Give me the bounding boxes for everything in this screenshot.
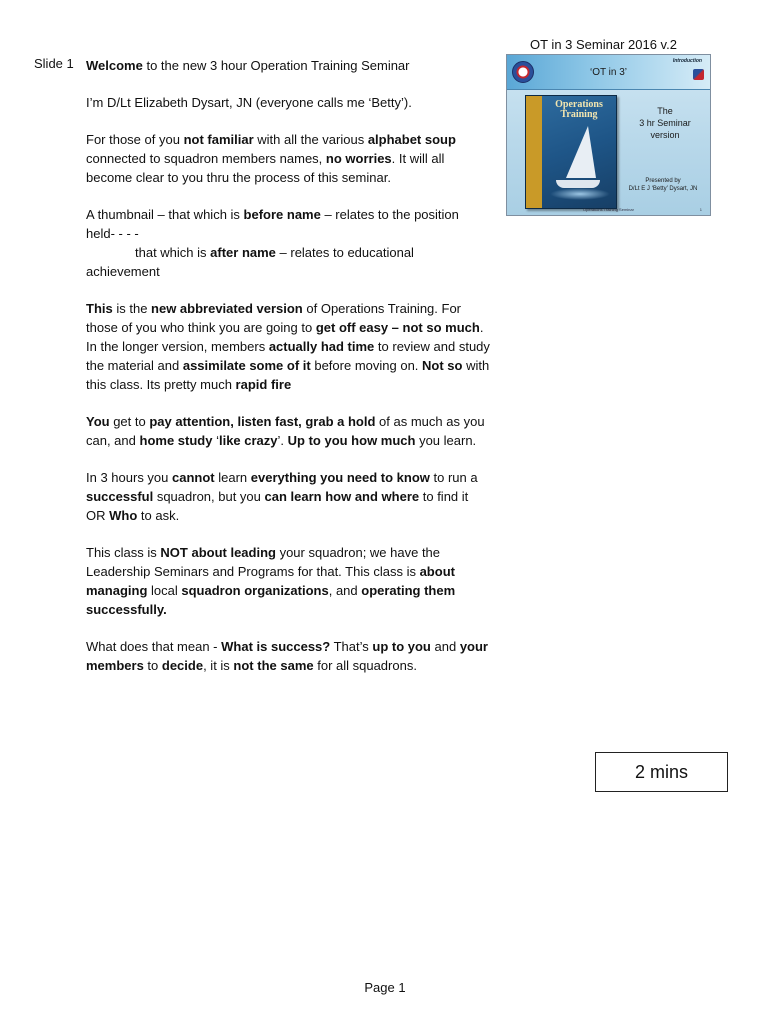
- notes-text: can learn how and where: [264, 489, 420, 504]
- notes-text: Up to you how much: [287, 433, 416, 448]
- notes-text: and: [430, 639, 460, 654]
- slide-footer: Operations Training Seminar: [583, 207, 634, 212]
- notes-text: This class is: [86, 545, 161, 560]
- slide-version-text: The 3 hr Seminar version: [639, 106, 691, 140]
- notes-text: Who: [109, 508, 138, 523]
- notes-text: about managing: [86, 564, 455, 598]
- slide-section-label: Introduction: [672, 58, 702, 64]
- timing-box: 2 mins: [595, 752, 728, 792]
- notes-text: rapid fire: [235, 377, 292, 392]
- notes-text: , it is: [203, 658, 234, 673]
- notes-paragraph-attention: [86, 412, 491, 450]
- notes-text: you learn.: [415, 433, 477, 448]
- notes-text: your squadron; we have the Leadership Seminars and Programs for that. This class is: [86, 545, 441, 579]
- notes-text: to: [143, 658, 162, 673]
- notes-text: alphabet soup: [367, 132, 456, 147]
- notes-text: is the: [112, 301, 152, 316]
- notes-paragraph-abbreviated: [86, 299, 491, 394]
- notes-text: get off easy – not so much: [315, 320, 480, 335]
- notes-text: . It will all become clear to you thru the process of this seminar.: [86, 151, 445, 185]
- notes-text: of as much as you can, and: [86, 414, 485, 448]
- notes-text: ‘: [212, 433, 219, 448]
- notes-text: no worries: [325, 151, 392, 166]
- notes-text: cannot: [172, 470, 215, 485]
- notes-text: Not so: [422, 358, 463, 373]
- notes-text: your members: [86, 639, 488, 673]
- page-number: Page 1: [364, 980, 406, 995]
- notes-text: with this class. Its pretty much: [86, 358, 490, 392]
- notes-text: up to you: [372, 639, 431, 654]
- notes-text: A thumbnail – that which is: [86, 207, 244, 222]
- book-spine-strip: [526, 96, 542, 208]
- sailboat-hull: [556, 180, 600, 188]
- notes-text: before name: [243, 207, 321, 222]
- notes-paragraph-intro: [86, 93, 491, 112]
- notes-text: to run a: [429, 470, 478, 485]
- notes-text: not the same: [233, 658, 314, 673]
- notes-text: , and: [328, 583, 362, 598]
- water-splash: [550, 188, 610, 200]
- notes-text: What does that mean -: [86, 639, 222, 654]
- notes-text: I’m D/Lt Elizabeth Dysart, JN (everyone calls me ‘Betty’).: [86, 95, 412, 110]
- notes-text: with all the various: [253, 132, 368, 147]
- document-header-title: OT in 3 Seminar 2016 v.2: [530, 37, 677, 52]
- notes-paragraph-welcome: [86, 56, 491, 75]
- notes-paragraph-success: [86, 637, 491, 675]
- notes-text: pay attention, listen fast, grab a hold: [149, 414, 376, 429]
- notes-text: You: [86, 414, 110, 429]
- notes-text: before moving on.: [310, 358, 423, 373]
- notes-text: learn: [214, 470, 251, 485]
- notes-paragraph-three-hours: [86, 468, 491, 525]
- notes-text: connected to squadron members names,: [86, 151, 326, 166]
- notes-text: to review and study the material and: [86, 339, 490, 373]
- notes-text: assimilate some of it: [182, 358, 311, 373]
- notes-text: local: [147, 583, 182, 598]
- notes-text: ’.: [277, 433, 288, 448]
- notes-paragraph-thumbnail: [86, 205, 491, 281]
- slide-presenter: Presented by D/Lt E J ‘Betty’ Dysart, JN: [628, 178, 698, 192]
- notes-text: that which is: [135, 245, 211, 260]
- notes-paragraph-leading: [86, 543, 491, 619]
- slide-thumbnail: [506, 54, 711, 216]
- notes-text: This: [86, 301, 113, 316]
- notes-text: get to: [109, 414, 150, 429]
- notes-text: everything you need to know: [250, 470, 430, 485]
- notes-text: new abbreviated version: [151, 301, 303, 316]
- notes-paragraph-alphabet: [86, 130, 491, 187]
- notes-text: home study: [139, 433, 213, 448]
- notes-text: That’s: [330, 639, 373, 654]
- notes-text: for all squadrons.: [313, 658, 417, 673]
- notes-text: of Operations Training. For those of you who think you are going to: [86, 301, 462, 335]
- slide-title: ‘OT in 3’: [589, 67, 628, 78]
- sailboat-sail: [566, 126, 596, 178]
- notes-indent: [86, 243, 276, 262]
- notes-text: For those of you: [86, 132, 184, 147]
- notes-text: squadron, but you: [153, 489, 265, 504]
- slide-label: Slide 1: [34, 56, 74, 71]
- notes-text: In 3 hours you: [86, 470, 172, 485]
- notes-text: squadron organizations: [181, 583, 329, 598]
- notes-text: operating them successfully.: [86, 583, 456, 617]
- notes-text: What is success?: [221, 639, 331, 654]
- notes-text: to find it OR: [86, 489, 469, 523]
- notes-text: NOT about leading: [160, 545, 276, 560]
- notes-text: like crazy: [218, 433, 278, 448]
- notes-text: decide: [161, 658, 204, 673]
- notes-text: to the new 3 hour Operation Training Seminar: [142, 58, 410, 73]
- notes-text: – relates to educational achievement: [86, 245, 414, 279]
- speaker-notes: [86, 56, 491, 693]
- notes-text: . In the longer version, members: [86, 320, 484, 354]
- slide-page-number: 1: [699, 207, 702, 212]
- notes-text: after name: [210, 245, 276, 260]
- notes-text: actually had time: [268, 339, 375, 354]
- book-title: Operations Training: [555, 99, 603, 120]
- notes-text: not familiar: [183, 132, 254, 147]
- notes-text: to ask.: [137, 508, 180, 523]
- notes-text: – relates to the position held- - - -: [86, 207, 459, 241]
- notes-text: successful: [86, 489, 154, 504]
- notes-text: Welcome: [86, 58, 143, 73]
- book-cover-image: [525, 95, 617, 209]
